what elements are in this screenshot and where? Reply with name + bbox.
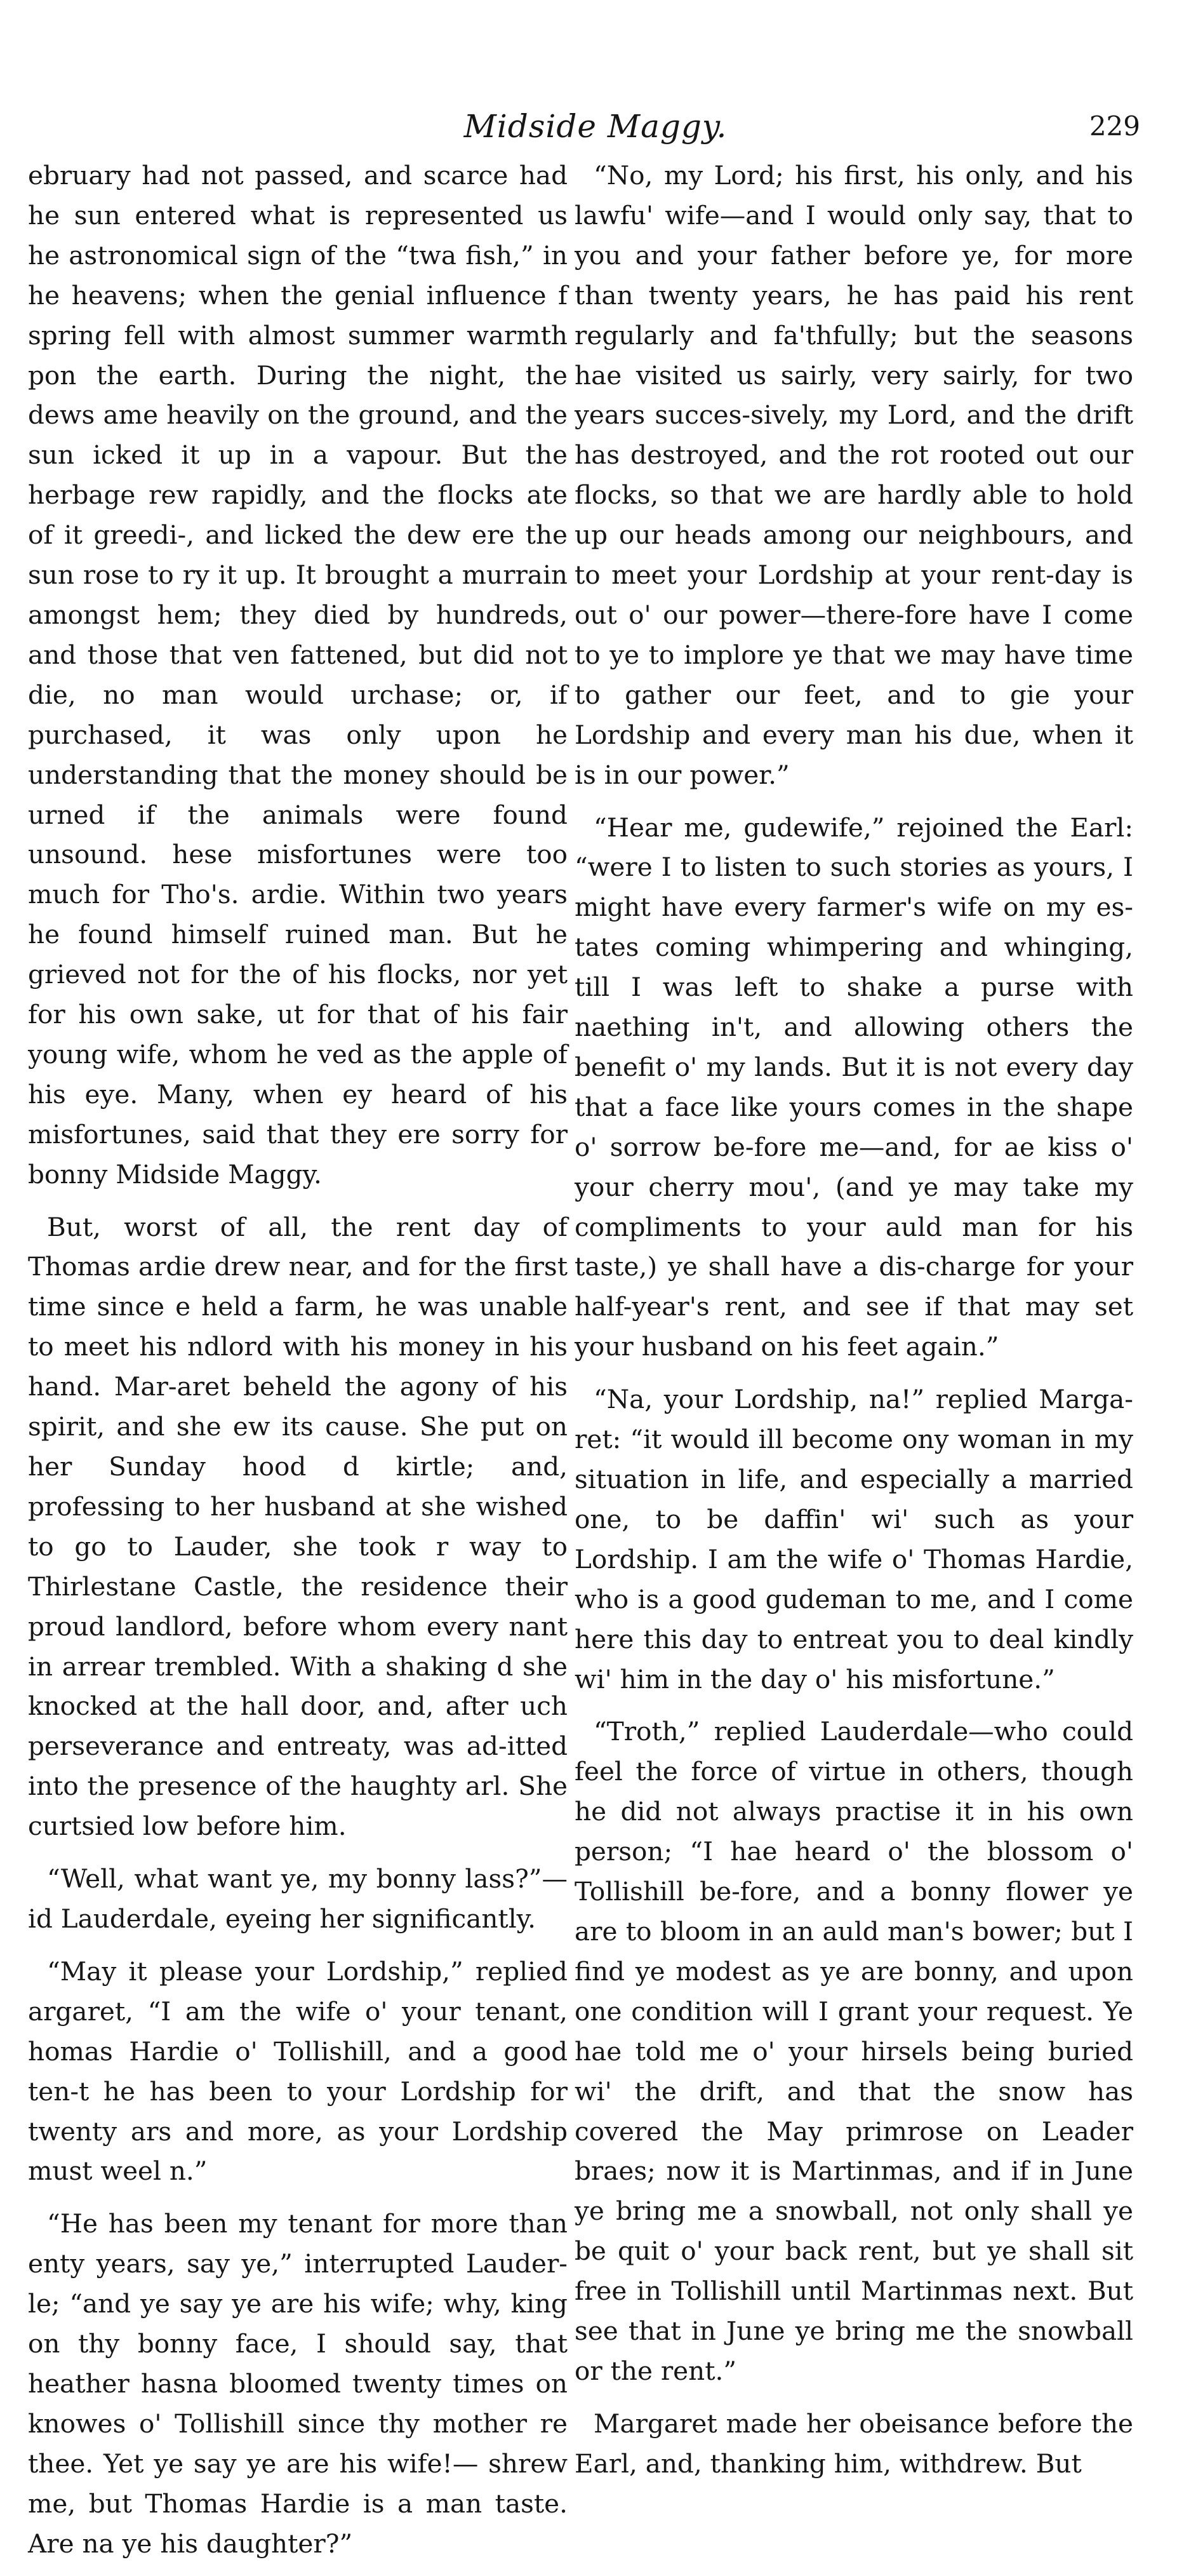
page-number: 229 — [1089, 111, 1140, 142]
paragraph: But, worst of all, the rent day of Thomas ardie drew near, and for the first time since e held a farm, he was unable to meet his ndlord with his money in his hand. Mar-aret beheld the agony of his spirit, and she ew its cause. She put on her Sunday hood d kirtle; and, professing to her husband at she wished to go to Lauder, she took r way to Thirlestane Castle, the residence their proud landlord, before whom every nant in arrear trembled. With a shaking d she knocked at the hall door, and, after uch perseverance and entreaty, was ad-itted into the presence of the haughty arl. She curtsied low before him. — [28, 1211, 568, 1842]
paragraph: “Hear me, gudewife,” rejoined the Earl: “were I to listen to such stories as yours, I might have every farmer's wife on my es-tates coming whimpering and whinging, till I was left to shake a purse with naething in't, and allowing others the benefit o' my lands. But it is not every day that a face like yours comes in the shape o' sorrow be-fore me—and, for ae kiss o' your cherry mou', (and ye may take my compliments to your auld man for his taste,) ye shall have a dis-charge for your half-year's rent, and see if that may set your husband on his feet again.” — [575, 812, 1133, 1362]
right-column — [575, 156, 1133, 2497]
paragraph: “Well, what want ye, my bonny lass?”— id Lauderdale, eyeing her significantly. — [28, 1863, 568, 1934]
paragraph: Margaret made her obeisance before the Earl, and, thanking him, withdrew. But — [575, 2408, 1133, 2479]
paragraph: “May it please your Lordship,” replied argaret, “I am the wife o' your tenant, homas Hardie o' Tollishill, and a good ten-t he has been to your Lordship for twenty ars and more, as your Lordship must weel n.” — [28, 1955, 568, 2187]
paragraph: “Troth,” replied Lauderdale—who could feel the force of virtue in others, though he did not always practise it in his own person; “I hae heard o' the blossom o' Tollishill be-fore, and a bonny flower ye are to bloom in an auld man's bower; but I find ye modest as ye are bonny, and upon one condition will I grant your request. Ye hae told me o' your hirsels being buried wi' the drift, and that the snow has covered the May primrose on Leader braes; now it is Martinmas, and if in June ye bring me a snowball, not only shall ye be quit o' your back rent, but ye shall sit free in Tollishill until Martinmas next. But see that in June ye bring me the snowball or the rent.” — [575, 1716, 1133, 2386]
left-column — [28, 156, 568, 2576]
running-title: Midside Maggy. — [463, 108, 728, 145]
paragraph: “He has been my tenant for more than enty years, say ye,” interrupted Lauder-le; “and ye say ye are his wife; why, king on thy bonny face, I should say, that heather hasna bloomed twenty times on knowes o' Tollishill since thy mother re thee. Yet ye say ye are his wife!— shrew me, but Thomas Hardie is a man taste. Are na ye his daughter?” — [28, 2208, 568, 2559]
paragraph: ebruary had not passed, and scarce had he sun entered what is represented us he astronomical sign of the “twa fish,” in he heavens; when the genial influence f spring fell with almost summer warmth pon the earth. During the night, the dews ame heavily on the ground, and the sun icked it up in a vapour. But the herbage rew rapidly, and the flocks ate of it greedi-, and licked the dew ere the sun rose to ry it up. It brought a murrain amongst hem; they died by hundreds, and those that ven fattened, but did not die, no man would urchase; or, if purchased, it was only upon he understanding that the money should be urned if the animals were found unsound. hese misfortunes were too much for Tho's. ardie. Within two years he found himself ruined man. But he grieved not for the of his flocks, nor yet for his own sake, ut for that of his fair young wife, whom he ved as the apple of his eye. Many, when ey heard of his misfortunes, said that they ere sorry for bonny Midside Maggy. — [28, 160, 568, 1190]
paragraph: “No, my Lord; his first, his only, and his lawfu' wife—and I would only say, that to you and your father before ye, for more than twenty years, he has paid his rent regularly and fa'thfully; but the seasons hae visited us sairly, very sairly, for two years succes-sively, my Lord, and the drift has destroyed, and the rot rooted out our flocks, so that we are hardly able to hold up our heads among our neighbours, and to meet your Lordship at your rent-day is out o' our power—there-fore have I come to ye to implore ye that we may have time to gather our feet, and to gie your Lordship and every man his due, when it is in our power.” — [575, 160, 1133, 790]
paragraph: “Na, your Lordship, na!” replied Marga-ret: “it would ill become ony woman in my situation in life, and especially a married one, to be daffin' wi' such as your Lordship. I am the wife o' Thomas Hardie, who is a good gudeman to me, and I come here this day to entreat you to deal kindly wi' him in the day o' his misfortune.” — [575, 1384, 1133, 1694]
page-header — [25, 108, 1166, 152]
